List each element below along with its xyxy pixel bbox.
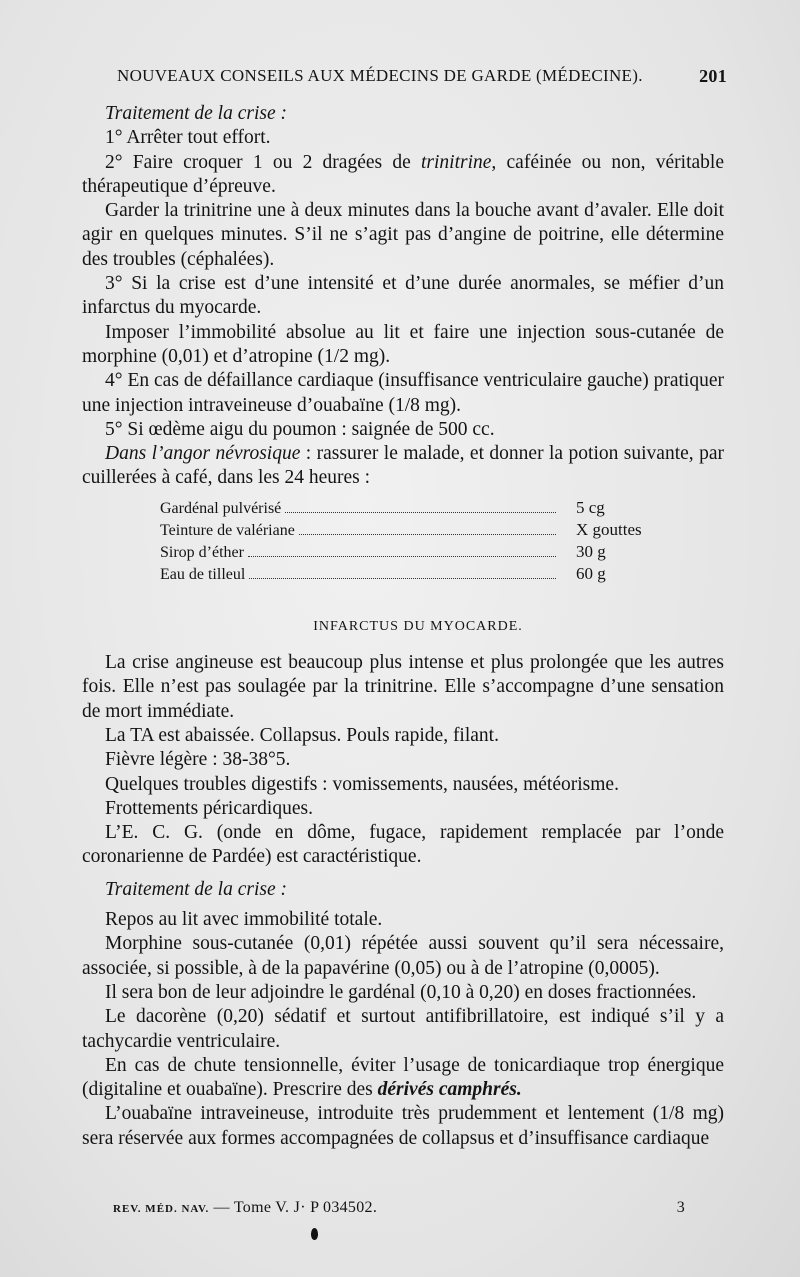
ingredient-name: Eau de tilleul xyxy=(160,565,246,583)
ingredient-qty: 5 cg xyxy=(576,497,605,517)
term-trinitrine: trinitrine, xyxy=(420,151,497,173)
ingredient-qty: 30 g xyxy=(576,541,606,561)
paragraph-crise: La crise angineuse est beaucoup plus intense et plus prolongée que les autres fois. Elle n’est pas soulagée par la trinitrine. Elle s’accompagne d’une sensation de mort immédiate. xyxy=(82,652,724,722)
paragraph-ta: La TA est abaissée. Collapsus. Pouls rapide, filant. xyxy=(105,724,499,746)
ingredient-name: Sirop d’éther xyxy=(160,543,244,561)
potion-recipe xyxy=(160,497,648,585)
running-title: NOUVEAUX CONSEILS AUX MÉDECINS DE GARDE (MÉDECINE). xyxy=(117,66,643,85)
paragraph-troubles: Quelques troubles digestifs : vomissements, nausées, météorisme. xyxy=(105,773,619,795)
paragraph-dacorene: Le dacorène (0,20) sédatif et surtout antifibrillatoire, est indiqué s’il y a tachycardie ventriculaire. xyxy=(82,1006,724,1052)
paragraph-morphine: Morphine sous-cutanée (0,01) répétée aussi souvent qu’il sera nécessaire, associée, si possible, à de la papavérine (0,05) ou à de l’atropine (0,0005). xyxy=(82,933,724,979)
step-4: 4° En cas de défaillance cardiaque (insuffisance ventriculaire gauche) pratiquer une injection intraveineuse d’ouabaïne (1/8 mg). xyxy=(82,370,724,416)
step-5: 5° Si œdème aigu du poumon : saignée de 500 cc. xyxy=(105,418,495,440)
ingredient-qty: X gouttes xyxy=(576,519,642,539)
paragraph-fievre: Fièvre légère : 38-38°5. xyxy=(105,749,291,771)
page-number: 201 xyxy=(699,66,727,86)
dot-leader xyxy=(249,578,556,579)
paragraph-ecg: L’E. C. G. (onde en dôme, fugace, rapidement remplacée par l’onde coronarienne de Pardée) est caractéristique. xyxy=(82,822,724,868)
recipe-row xyxy=(160,519,648,541)
paragraph-ouabaine: L’ouabaïne intraveineuse, introduite très prudemment et lentement (1/8 mg) sera réservée aux formes accompagnées de collapsus et d’insuffisance cardiaque xyxy=(82,1103,724,1149)
paragraph-frottements: Frottements péricardiques. xyxy=(105,797,313,819)
paragraph-chute: En cas de chute tensionnelle, éviter l’usage de tonicardiaque trop énergique (digitaline et ouabaïne). Prescrire des dérivés camphrés. xyxy=(82,1054,724,1101)
paragraph-garder: Garder la trinitrine une à deux minutes dans la bouche avant d’avaler. Elle doit agir en quelques minutes. S’il ne s’agit pas d’angine de poitrine, elle détermine des troubles (céphalées). xyxy=(82,200,724,270)
step-2: 2° Faire croquer 1 ou 2 dragées de trinitrine, caféinée ou non, véritable thérapeutique d’épreuve. xyxy=(82,151,724,197)
recipe-row xyxy=(160,497,648,519)
dot-leader xyxy=(299,534,556,535)
subheading-traitement: Traitement de la crise : xyxy=(105,103,287,124)
sheet-number: 3 xyxy=(676,1199,685,1216)
term-derives-camphres: dérivés camphrés. xyxy=(377,1079,522,1101)
ingredient-qty: 60 g xyxy=(576,563,606,583)
ingredient-name: Gardénal pulvérisé xyxy=(160,499,282,517)
angor-label: Dans l’angor névrosique xyxy=(105,443,301,465)
recipe-row xyxy=(160,541,648,563)
paragraph-angor: Dans l’angor névrosique : rassurer le malade, et donner la potion suivante, par cuillerées à café, dans les 24 heures : xyxy=(82,443,724,489)
paragraph-gardenal: Il sera bon de leur adjoindre le gardénal (0,10 à 0,20) en doses fractionnées. xyxy=(105,981,697,1003)
step-1: 1° Arrêter tout effort. xyxy=(105,127,271,149)
paragraph-imposer: Imposer l’immobilité absolue au lit et faire une injection sous-cutanée de morphine (0,01) et d’atropine (1/2 mg). xyxy=(82,321,724,367)
printer-signature: J· P 034502. xyxy=(293,1199,378,1216)
ingredient-name: Teinture de valériane xyxy=(160,521,295,539)
section-title-infarctus: INFARCTUS DU MYOCARDE. xyxy=(313,618,523,634)
dot-leader xyxy=(285,512,556,513)
journal-line xyxy=(113,1199,377,1217)
subheading-traitement-infarctus: Traitement de la crise : xyxy=(105,878,287,900)
recipe-row xyxy=(160,563,648,585)
tome-label: — Tome V. xyxy=(213,1199,290,1216)
ink-mark-icon xyxy=(311,1228,318,1240)
journal-abbrev: REV. MÉD. NAV. xyxy=(113,1203,210,1215)
dot-leader xyxy=(248,556,556,557)
main-text xyxy=(82,100,724,1151)
step-3: 3° Si la crise est d’une intensité et d’une durée anormales, se méfier d’un infarctus du myocarde. xyxy=(82,273,724,319)
paragraph-repos: Repos au lit avec immobilité totale. xyxy=(105,909,383,931)
